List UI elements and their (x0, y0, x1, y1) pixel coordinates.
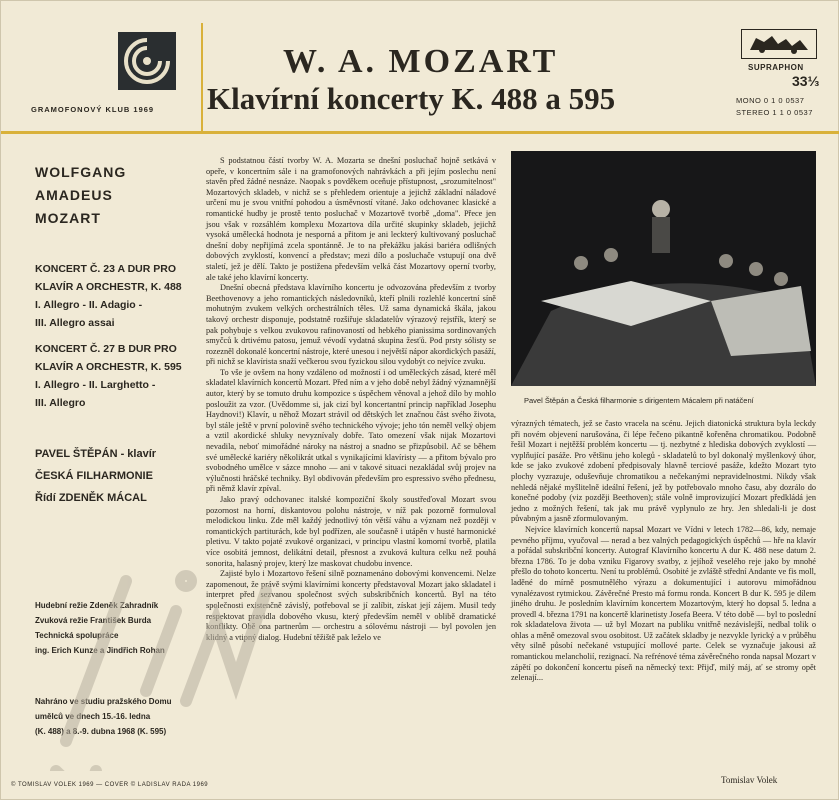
performer-conductor: Řídí ZDENĚK MÁCAL (35, 492, 147, 504)
liner-paragraph: výrazných tématech, jež se často vracela na scénu. Jejich diatonická struktura byla leckdy při novém objevení narušována, či lépe řečeno pikantně kořeněna chromatikou. Podobně řešil Mozart i nejtěžší problém koncertu — tj. nezbytné z hlediska dobových zvyklostí — vyplňující pasáže. Pro většinu jeho kolegů - skladatelů to byl dokonalý myšlenkový úhor, kde se jako zvukové zdobení předpisovaly hlavně terciové pasáže, kdežto Mozart tyto plochy vyzrazuje, oduševňuje chromatikou a nečekanými nepravidelnostmi. Nikdy však nehledá nějaké myšlitelně ideální řešení, jež by potřebovalo mnoho času, aby dozrálo do konečné podoby (viz později Beethoven); stále volně improvizující Mozart předkládá jen jedno z možných řešení, tak jak mu právě vyplynulo ze hry. Jen shledali-li je dost půvabným a jasně zformulovaným. (511, 419, 816, 524)
program-line: III. Allegro assai (35, 317, 115, 329)
liner-paragraph: Dnešní obecná představa klavírního koncertu je odvozována především z tvorby Beethovenovy a jeho romantických následovníků, kteří plnili rozlehlé koncertní síně mohutným zvukem velkých orchestrálních těles. Už sama dynamická škála, jakou takový orchestr disponuje, podstatně rozšiřuje skladatelův výrazový rejstřík, který se pak pohybuje s velkou zvukovou rafinovaností od hebkého pianissima sordinovaných smyčců k drtivému patosu, jemuž vévodí vydatná skupina žesťů. Pod prsty sólisty se rozezněl dokonalé koncertní nástroje, které unesou i největší nápor akordických pasáží, při nichž se klavírista snaží večkerou svou fyzickou silou vydobýt co nejvíce zvuku. (206, 283, 496, 367)
header-divider (201, 23, 203, 131)
club-name: GRAMOFONOVÝ KLUB 1969 (31, 105, 155, 114)
composer-last-name: MOZART (35, 210, 101, 226)
liner-notes-column-2 (511, 419, 816, 684)
composer-first-name: WOLFGANG (35, 164, 127, 180)
supraphon-logo (741, 29, 817, 59)
recording-session-photo (511, 151, 816, 386)
composer-middle-name: AMADEUS (35, 187, 113, 203)
label-name: SUPRAPHON (748, 63, 804, 72)
liner-paragraph: Zajisté bylo i Mozartovo řešení silně poznamenáno dobovými konvencemi. Nelze zapomenout, že právě svými klavírními koncerty představoval Mozart jako skladatel i interpret před sezvanou společnost svých subskribčních koncertů. Byl na této společnosti existenčně závislý, potřeboval se jí zalíbit, získat její zájem. Musil tedy respektovat pravidla dobového vkusu, který především neměl v oblibě dramatické konflikty. Obě ona partnerům — orchestru a sólovému nástroji — byl povolen jen klidný a vtipný dialog. Hudební těžiště pak leželo ve (206, 569, 496, 642)
program-line: KLAVÍR A ORCHESTR, K. 595 (35, 361, 182, 373)
credit-line: Technická spolupráce (35, 631, 119, 640)
composer-title: W. A. MOZART (283, 43, 559, 80)
program-line: KLAVÍR A ORCHESTR, K. 488 (35, 281, 182, 293)
performer-orchestra: ČESKÁ FILHARMONIE (35, 470, 153, 482)
recording-line: Nahráno ve studiu pražského Domu (35, 697, 172, 706)
credit-line: Zvuková režie František Burda (35, 616, 152, 625)
liner-paragraph: Jako pravý odchovanec italské kompoziční školy soustřeďoval Mozart svou pozornost na horní, diskantovou polohu nástroje, v níž pak pozorně formuloval melodickou linku. Zde měl každý jednotlivý tón větší váhu a význam než později v romantických partiturách, kde byl podřízen, ale současně i utápěn v husté harmonické pletivu. V takto pojaté zvukové organizaci, v principu vlastní komorní tvorbě, platila více osobitá jemnost, delikátní detail, přesnost a zvuková kultura celku než pouhá sonorita, halasný projev, který lze maskovat chudobu invence. (206, 495, 496, 568)
liner-paragraph: Nejvíce klavírních koncertů napsal Mozart ve Vídni v letech 1782—86, kdy, nemaje pevného příjmu, vyučoval — nerad a bez valných pedagogických úspěchů — hře na klavír a pořádal subskribční koncerty. Autograf Klavírního koncertu A dur K. 488 nese datum 2. března 1786. To je doba vzniku Figarovy svatby, z jejíhož veselého reje jako by mnohé přešlo do tohoto koncertu. Není tu problémů. Osobité je zvláště střední Andante ve fis moll, laděné do mírně posmutnělého výrazu a dokumentující i autorovu mimořádnou vynalézavost rytmickou. Závěrečné Presto má formu ronda. Koncert B dur K. 595 je dílem jiného druhu. Je posledním klavírním koncertem Mozartovým, který ho dopsal 5. ledna a provedl 4. března 1791 na koncertě klarinetisty Josefa Beera. V této době — byl to poslední rok skladatelova života — už byl Mozart na publiku vnitřně nezávislejší, nedbal tolik o ohlas a měně omezoval svou osobitost. Už začátek skladby je nezvykle lyrický a v průběhu věty silně působí nečekané vstupující mollové parte. Celek se vyznačuje jakousi až romantickou melancholií, rezignací. Na refrénové téma závěrečného ronda napsal Mozart v zápětí po dokončení koncertu píseň na německý text: Přijď, milý máj, ať se stromy opět zelenají... (511, 524, 816, 683)
program-line: III. Allegro (35, 397, 86, 409)
catalog-mono: MONO 0 1 0 0537 (736, 96, 805, 105)
performer-soloist: PAVEL ŠTĚPÁN - klavír (35, 448, 157, 460)
record-speed: 33⅓ (792, 73, 820, 89)
liner-paragraph: To vše je ovšem na hony vzdáleno od možností i od uměleckých zásad, které měl skladatel klavírních koncertů Mozart. Před ním a v jeho době nebyl žádný významnější autor, který by se tomuto druhu kompozice s úspěchem věnoval a jehož dílo by mohlo posloužit za vzor. (Uvědomme si, jak cizí byl koncertantní princip například Josephu Haydnovi!) Klavír, u něhož Mozart strávil od dětských let značnou část svého života, byl stále ještě v první polovině svého technického vývoje; jeho tón neměl velký objem a vztil akordické shluky nevyznívaly dobře. Tato omezení však nijak Mozartovi nevadila, neboť mimořádné nároky na nástroj a snadno se přizpůsobil. Ač se během své umělecké kariéry několikrát utkal s vynikajícími klavíristy — a přitom bývalo pro svobodného umělce v sázce mnoho — ani v takové situaci nezakládal svůj projev na výlučnosti hráčské techniky. Byl obdivován především pro espressivo svého přednesu, při němž klavír zpíval. (206, 367, 496, 494)
recording-line: (K. 488) a 8.-9. dubna 1968 (K. 595) (35, 727, 167, 736)
catalog-stereo: STEREO 1 1 0 0537 (736, 108, 813, 117)
photo-caption: Pavel Štěpán a Česká filharmonie s dirigentem Mácalem při natáčení (524, 396, 754, 405)
credit-line: ing. Erich Kunze a Jindřich Rohan (35, 646, 165, 655)
supraphon-emblem-icon (742, 30, 816, 58)
recording-line: umělců ve dnech 15.-16. ledna (35, 712, 151, 721)
orchestra-photo-icon (511, 151, 816, 386)
program-line: KONCERT Č. 23 A DUR PRO (35, 263, 176, 275)
credit-line: Hudební režie Zdeněk Zahradník (35, 601, 159, 610)
spiral-logo-icon (118, 32, 176, 90)
program-line: I. Allegro - II. Larghetto - (35, 379, 156, 391)
liner-paragraph: S podstatnou částí tvorby W. A. Mozarta se dnešní posluchač hojně setkává v opeře, v koncertním sále i na gramofonových nahrávkách a při jejím poslechu není stavěn před žádné nesnáze. Naopak s povděkem oceňuje přístupnost, „srozumitelnost" Mozartových skladeb, v nichž se s přehledem orientuje a jejichž základní náladové určení mu je svou vnitřní pohodou a úsměvností vítané. Jako odchovanec klasické a romantické hudby je prostě tento posluchač v Mozartově tvorbě „doma". Přece jen jsou však v rozsáhlém komplexu Mozartova díla určité skupinky skladeb, jejichž vysoká umělecká hodnota je nesporná a přitom je ani leckterý kultivovaný posluchač dnešní doby nepřijímá zcela spontánně. Je to na překážku jakási bariéra odlišných dobových zvyklostí, konvencí a představ; mezi dílo a posluchače vstupují ona dvě staletí, jež je dělí. Takto je postižena především velká část Mozartovy operní tvorby, ale také jeho klavírní koncerty. (206, 156, 496, 282)
gramofonovy-klub-logo (118, 32, 176, 90)
program-line: I. Allegro - II. Adagio - (35, 299, 143, 311)
program-line: KONCERT Č. 27 B DUR PRO (35, 343, 177, 355)
copyright-line: © TOMISLAV VOLEK 1969 — COVER © LADISLAV RADA 1969 (11, 782, 209, 788)
liner-notes-column-1 (206, 156, 496, 643)
header-rule (1, 131, 839, 134)
author-signature: Tomislav Volek (721, 775, 778, 785)
album-title: Klavírní koncerty K. 488 a 595 (207, 81, 616, 116)
